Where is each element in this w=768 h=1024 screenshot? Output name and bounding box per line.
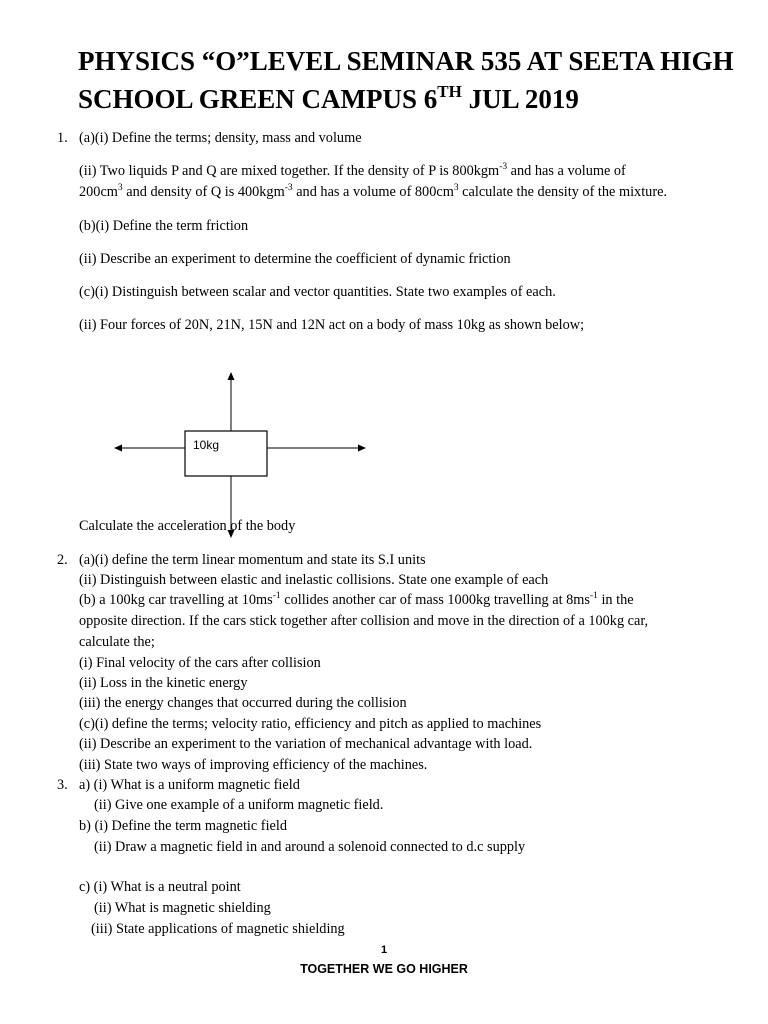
q3-b-ii: (ii) Draw a magnetic field in and around a solenoid connected to d.c supply [94,839,526,855]
q1-a-i: (a)(i) Define the terms; density, mass and volume [79,130,362,146]
q2-a-i: (a)(i) define the term linear momentum and state its S.I units [79,552,426,568]
q2-c-i: (c)(i) define the terms; velocity ratio, efficiency and pitch as applied to machines [79,716,542,732]
q2-c-iii: (iii) State two ways of improving efficiency of the machines. [79,757,428,773]
mass-label: 10kg [193,438,220,452]
q2-b-i: (i) Final velocity of the cars after collision [79,655,321,671]
question-number-3: 3. [57,777,68,793]
q3-c-ii: (ii) What is magnetic shielding [94,900,271,916]
q1-a-ii-line1: (ii) Two liquids P and Q are mixed together. If the density of P is 800kgm$^{-3}$ and has a volume of [79,162,626,179]
q3-c-iii: (iii) State applications of magnetic shielding [91,921,345,937]
q1-b-ii: (ii) Describe an experiment to determine the coefficient of dynamic friction [79,251,511,267]
q1-b-i: (b)(i) Define the term friction [79,218,249,234]
q3-a-i: a) (i) What is a uniform magnetic field [79,777,300,793]
title-text: PHYSICS “O”LEVEL SEMINAR 535 AT SEETA HIGH SCHOOL GREEN CAMPUS 6 [78,46,734,114]
q3-b-i: b) (i) Define the term magnetic field [79,818,288,834]
arrowhead-up [228,372,235,380]
q2-b-ii: (ii) Loss in the kinetic energy [79,675,248,691]
page-number: 1 [380,944,388,956]
q1-a-ii-line2: $200cm^3$ and density of Q is 400kgm$^{-3}$ and has a volume of $800cm^3$ calculate the density of the mixture. [79,183,667,200]
q1-c-ii: (ii) Four forces of 20N, 21N, 15N and 12N act on a body of mass 10kg as shown below; [79,317,585,333]
page-title [78,42,738,118]
q3-c-i: c) (i) What is a neutral point [79,879,241,895]
question-number-2: 2. [57,552,68,568]
footer-motto: TOGETHER WE GO HIGHER [300,962,468,976]
q2-b-line3: calculate the; [79,634,155,650]
q2-b-line2: opposite direction. If the cars stick together after collision and move in the direction of a 100kg car, [79,613,649,629]
q2-c-ii: (ii) Describe an experiment to the variation of mechanical advantage with load. [79,736,533,752]
question-number-1: 1. [57,130,68,146]
title-superscript: TH [437,82,462,101]
arrowhead-right [358,445,366,452]
q1-calc: Calculate the acceleration of the body [79,518,296,534]
q2-b-iii: (iii) the energy changes that occurred during the collision [79,695,407,711]
title-date: JUL 2019 [461,84,579,114]
q3-a-ii: (ii) Give one example of a uniform magnetic field. [94,797,384,813]
arrowhead-left [114,445,122,452]
q1-c-i: (c)(i) Distinguish between scalar and vector quantities. State two examples of each. [79,284,556,300]
q2-a-ii: (ii) Distinguish between elastic and inelastic collisions. State one example of each [79,572,549,588]
q2-b-line1: (b) a 100kg car travelling at $10ms^{-1}$ collides another car of mass 1000kg travelling at $8ms^{-1}$ in the [79,591,634,608]
